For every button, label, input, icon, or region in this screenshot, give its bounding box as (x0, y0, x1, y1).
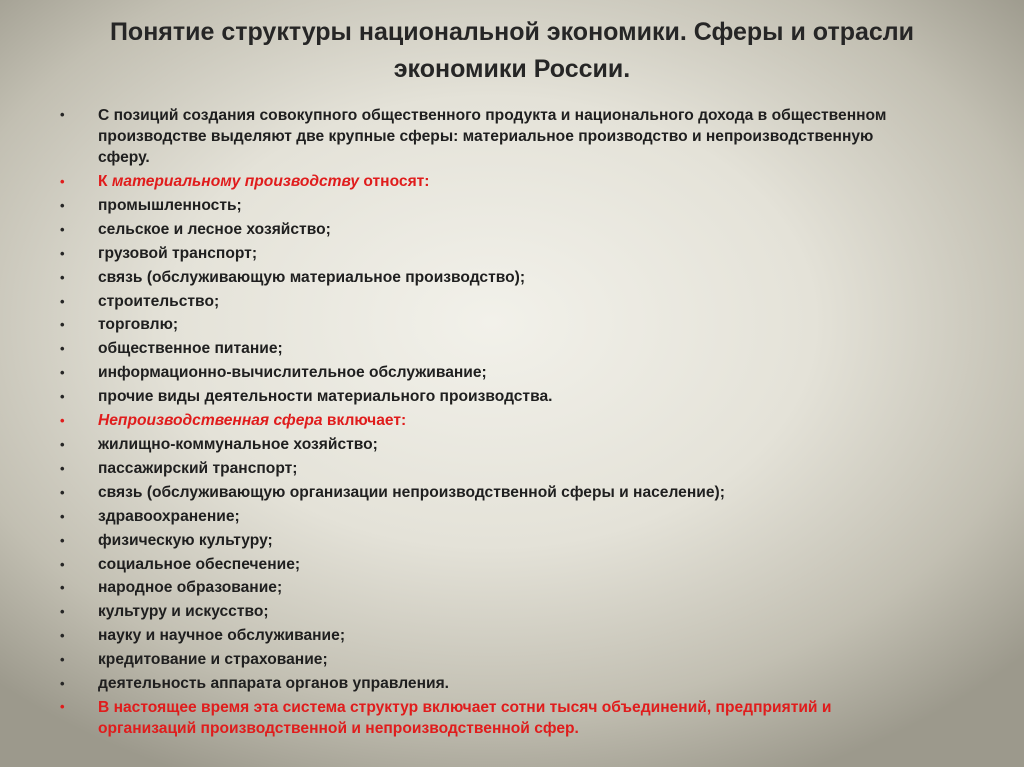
list-item (56, 672, 926, 696)
list-item (56, 576, 926, 600)
list-item-text: здравоохранение; (98, 507, 240, 525)
bullet-dot-icon: • (60, 628, 65, 644)
intro-bullet (56, 104, 926, 170)
list-item (56, 505, 926, 529)
material-heading (56, 170, 926, 194)
list-item-text: науку и научное обслуживание; (98, 627, 346, 645)
bullet-dot-icon: • (60, 365, 65, 381)
list-item-text: строительство; (98, 292, 220, 310)
list-item (56, 433, 926, 457)
bullet-dot-icon: • (60, 245, 65, 261)
list-item (56, 624, 926, 648)
list-item (56, 553, 926, 577)
conclusion-bullet (56, 696, 926, 741)
list-item-text: сельское и лесное хозяйство; (98, 220, 331, 238)
list-item (56, 290, 926, 314)
list-item (56, 481, 926, 505)
list-item-text: пассажирский транспорт; (98, 459, 298, 477)
intro-text: С позиций создания совокупного общественного продукта и национального дохода в общественном производстве выделяют две крупные сферы: материальное производство и непроизводственную сферу. (98, 107, 887, 166)
list-item-text: грузовой транспорт; (98, 244, 258, 262)
bullet-dot-icon: • (60, 389, 65, 405)
list-item (56, 337, 926, 361)
nonmaterial-heading (56, 409, 926, 433)
bullet-dot-icon: • (60, 413, 65, 429)
list-item-text: прочие виды деятельности материального производства. (98, 388, 553, 406)
list-item-text: культуру и искусство; (98, 603, 269, 621)
list-item (56, 529, 926, 553)
list-item-text: информационно-вычислительное обслуживание; (98, 364, 487, 382)
list-item-text: связь (обслуживающую материальное производство); (98, 268, 526, 286)
list-item-text: социальное обеспечение; (98, 555, 301, 573)
list-item (56, 648, 926, 672)
list-item-text: связь (обслуживающую организации непроизводственной сферы и население); (98, 483, 725, 501)
list-item (56, 313, 926, 337)
bullet-dot-icon: • (60, 107, 65, 122)
bullet-dot-icon: • (60, 532, 65, 548)
nonmaterial-heading-suffix: включает: (322, 412, 407, 430)
bullet-dot-icon: • (60, 174, 65, 189)
list-item (56, 361, 926, 385)
list-item-text: кредитование и страхование; (98, 651, 328, 669)
material-heading-prefix: К (98, 173, 112, 190)
bullet-dot-icon: • (60, 508, 65, 524)
list-item (56, 218, 926, 242)
bullet-dot-icon: • (60, 698, 65, 714)
bullet-dot-icon: • (60, 197, 65, 213)
bullet-dot-icon: • (60, 436, 65, 452)
list-item-text: промышленность; (98, 196, 242, 214)
bullet-dot-icon: • (60, 293, 65, 309)
list-item-text: торговлю; (98, 316, 179, 334)
bullet-dot-icon: • (60, 676, 65, 692)
list-item-text: народное образование; (98, 579, 283, 597)
bullet-list (56, 104, 926, 741)
material-heading-suffix: относят: (359, 173, 430, 190)
material-heading-emphasis: материальному производству (111, 173, 360, 190)
list-item (56, 600, 926, 624)
bullet-dot-icon: • (60, 221, 65, 237)
bullet-dot-icon: • (60, 580, 65, 596)
list-item-text: деятельность аппарата органов управления. (98, 675, 450, 693)
title-line-1: Понятие структуры национальной экономики. Сферы и отрасли (109, 18, 915, 46)
list-item-text: общественное питание; (98, 340, 283, 358)
list-item-text: физическую культуру; (98, 531, 273, 549)
list-item (56, 385, 926, 409)
bullet-dot-icon: • (60, 341, 65, 357)
title-line-2: экономики России. (393, 55, 631, 83)
bullet-dot-icon: • (60, 556, 65, 572)
list-item (56, 457, 926, 481)
list-item (56, 242, 926, 266)
conclusion-text: В настоящее время эта система структур включает сотни тысяч объединений, предприятий и организаций производственной и непроизводственной сфер. (98, 698, 832, 737)
bullet-dot-icon: • (60, 269, 65, 285)
bullet-dot-icon: • (60, 484, 65, 500)
bullet-dot-icon: • (60, 604, 65, 620)
list-item-text: жилищно-коммунальное хозяйство; (98, 435, 378, 453)
nonmaterial-heading-emphasis: Непроизводственная сфера (98, 412, 323, 430)
bullet-dot-icon: • (60, 652, 65, 668)
bullet-dot-icon: • (60, 460, 65, 476)
slide-title (0, 14, 1024, 88)
list-item (56, 266, 926, 290)
list-item (56, 194, 926, 218)
bullet-dot-icon: • (60, 317, 65, 333)
